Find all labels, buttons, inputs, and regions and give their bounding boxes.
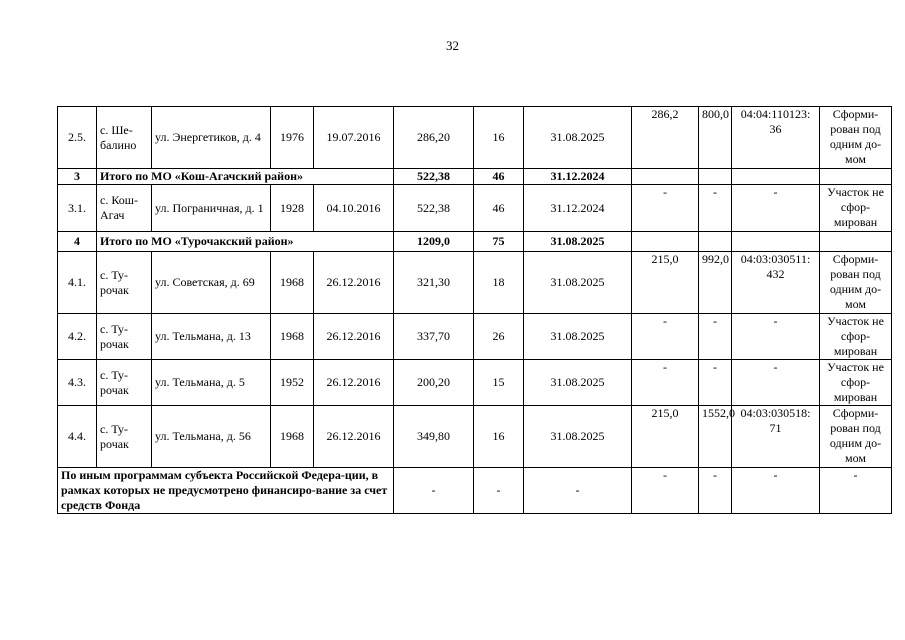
- table-row: [58, 232, 892, 252]
- people-cell: 15: [474, 360, 524, 406]
- people-cell: 26: [474, 314, 524, 360]
- cadastral-cell: 04:03:030518: 71: [732, 406, 820, 468]
- year-cell: 1968: [271, 314, 314, 360]
- land-value-cell: -: [699, 185, 732, 232]
- row-number: 4.1.: [58, 252, 97, 314]
- year-cell: 1952: [271, 360, 314, 406]
- area-cell: 200,20: [394, 360, 474, 406]
- empty-cell: [699, 169, 732, 185]
- recognized-date-cell: 04.10.2016: [314, 185, 394, 232]
- total-number: 4: [58, 232, 97, 252]
- row-number: 4.2.: [58, 314, 97, 360]
- street-cell: ул. Тельмана, д. 56: [152, 406, 271, 468]
- settlement-cell: с. Ту-рочак: [97, 406, 152, 468]
- year-cell: 1968: [271, 252, 314, 314]
- cadastral-cell: 04:04:110123: 36: [732, 107, 820, 169]
- table-row: [58, 185, 892, 232]
- area-cell: 286,20: [394, 107, 474, 169]
- table-row: [58, 107, 892, 169]
- status-cell: Сформи-рован под одним до-мом: [820, 107, 892, 169]
- street-cell: ул. Советская, д. 69: [152, 252, 271, 314]
- status-cell: Сформи-рован под одним до-мом: [820, 252, 892, 314]
- empty-cell: [632, 169, 699, 185]
- land-area-cell: 215,0: [632, 252, 699, 314]
- total-number: 3: [58, 169, 97, 185]
- total-people: 46: [474, 169, 524, 185]
- empty-cell: [732, 169, 820, 185]
- total-label: Итого по МО «Турочакский район»: [97, 232, 394, 252]
- area-cell: 337,70: [394, 314, 474, 360]
- area-cell: 522,38: [394, 185, 474, 232]
- recognized-date-cell: 26.12.2016: [314, 252, 394, 314]
- total-deadline: 31.12.2024: [524, 169, 632, 185]
- resettlement-table: [57, 106, 892, 514]
- empty-cell: [732, 232, 820, 252]
- row-number: 4.3.: [58, 360, 97, 406]
- status-cell: Сформи-рован под одним до-мом: [820, 406, 892, 468]
- land-value-cell: -: [699, 360, 732, 406]
- table-row: [58, 169, 892, 185]
- people-cell: 18: [474, 252, 524, 314]
- settlement-cell: с. Ту-рочак: [97, 360, 152, 406]
- people-cell: 16: [474, 107, 524, 169]
- people-cell: 16: [474, 406, 524, 468]
- people-cell: 46: [474, 185, 524, 232]
- other-programs-label: По иным программам субъекта Российской Федера-ции, в рамках которых не предусмотрено финансиро-вание за счет средств Фонда: [58, 468, 394, 514]
- land-value-cell: 992,0: [699, 252, 732, 314]
- settlement-cell: с. Ту-рочак: [97, 314, 152, 360]
- table-row: [58, 468, 892, 514]
- deadline-cell: 31.08.2025: [524, 406, 632, 468]
- total-label: Итого по МО «Кош-Агачский район»: [97, 169, 394, 185]
- status-cell: -: [820, 468, 892, 514]
- land-area-cell: -: [632, 360, 699, 406]
- year-cell: 1976: [271, 107, 314, 169]
- table-row: [58, 360, 892, 406]
- street-cell: ул. Тельмана, д. 5: [152, 360, 271, 406]
- total-area: 1209,0: [394, 232, 474, 252]
- cadastral-cell: -: [732, 185, 820, 232]
- table-row: [58, 314, 892, 360]
- status-cell: Участок не сфор-мирован: [820, 314, 892, 360]
- empty-cell: [699, 232, 732, 252]
- recognized-date-cell: 26.12.2016: [314, 406, 394, 468]
- recognized-date-cell: 19.07.2016: [314, 107, 394, 169]
- status-cell: Участок не сфор-мирован: [820, 185, 892, 232]
- deadline-cell: -: [524, 468, 632, 514]
- deadline-cell: 31.08.2025: [524, 252, 632, 314]
- row-number: 4.4.: [58, 406, 97, 468]
- land-area-cell: -: [632, 185, 699, 232]
- land-area-cell: -: [632, 314, 699, 360]
- land-area-cell: 215,0: [632, 406, 699, 468]
- total-deadline: 31.08.2025: [524, 232, 632, 252]
- settlement-cell: с. Ту-рочак: [97, 252, 152, 314]
- settlement-cell: с. Ше-балино: [97, 107, 152, 169]
- page-number: 32: [446, 38, 459, 53]
- empty-cell: [820, 232, 892, 252]
- street-cell: ул. Пограничная, д. 1: [152, 185, 271, 232]
- land-area-cell: 286,2: [632, 107, 699, 169]
- land-area-cell: -: [632, 468, 699, 514]
- cadastral-cell: -: [732, 314, 820, 360]
- table-row: [58, 252, 892, 314]
- area-cell: 349,80: [394, 406, 474, 468]
- cadastral-cell: -: [732, 360, 820, 406]
- row-number: 2.5.: [58, 107, 97, 169]
- area-cell: 321,30: [394, 252, 474, 314]
- cadastral-cell: -: [732, 468, 820, 514]
- total-people: 75: [474, 232, 524, 252]
- empty-cell: [632, 232, 699, 252]
- land-value-cell: -: [699, 314, 732, 360]
- year-cell: 1968: [271, 406, 314, 468]
- recognized-date-cell: 26.12.2016: [314, 314, 394, 360]
- settlement-cell: с. Кош-Агач: [97, 185, 152, 232]
- land-value-cell: -: [699, 468, 732, 514]
- status-cell: Участок не сфор-мирован: [820, 360, 892, 406]
- land-value-cell: 1552,0: [699, 406, 732, 468]
- row-number: 3.1.: [58, 185, 97, 232]
- street-cell: ул. Энергетиков, д. 4: [152, 107, 271, 169]
- total-area: 522,38: [394, 169, 474, 185]
- deadline-cell: 31.08.2025: [524, 360, 632, 406]
- land-value-cell: 800,0: [699, 107, 732, 169]
- cadastral-cell: 04:03:030511: 432: [732, 252, 820, 314]
- recognized-date-cell: 26.12.2016: [314, 360, 394, 406]
- deadline-cell: 31.08.2025: [524, 314, 632, 360]
- area-cell: -: [394, 468, 474, 514]
- street-cell: ул. Тельмана, д. 13: [152, 314, 271, 360]
- empty-cell: [820, 169, 892, 185]
- table-row: [58, 406, 892, 468]
- deadline-cell: 31.12.2024: [524, 185, 632, 232]
- deadline-cell: 31.08.2025: [524, 107, 632, 169]
- people-cell: -: [474, 468, 524, 514]
- year-cell: 1928: [271, 185, 314, 232]
